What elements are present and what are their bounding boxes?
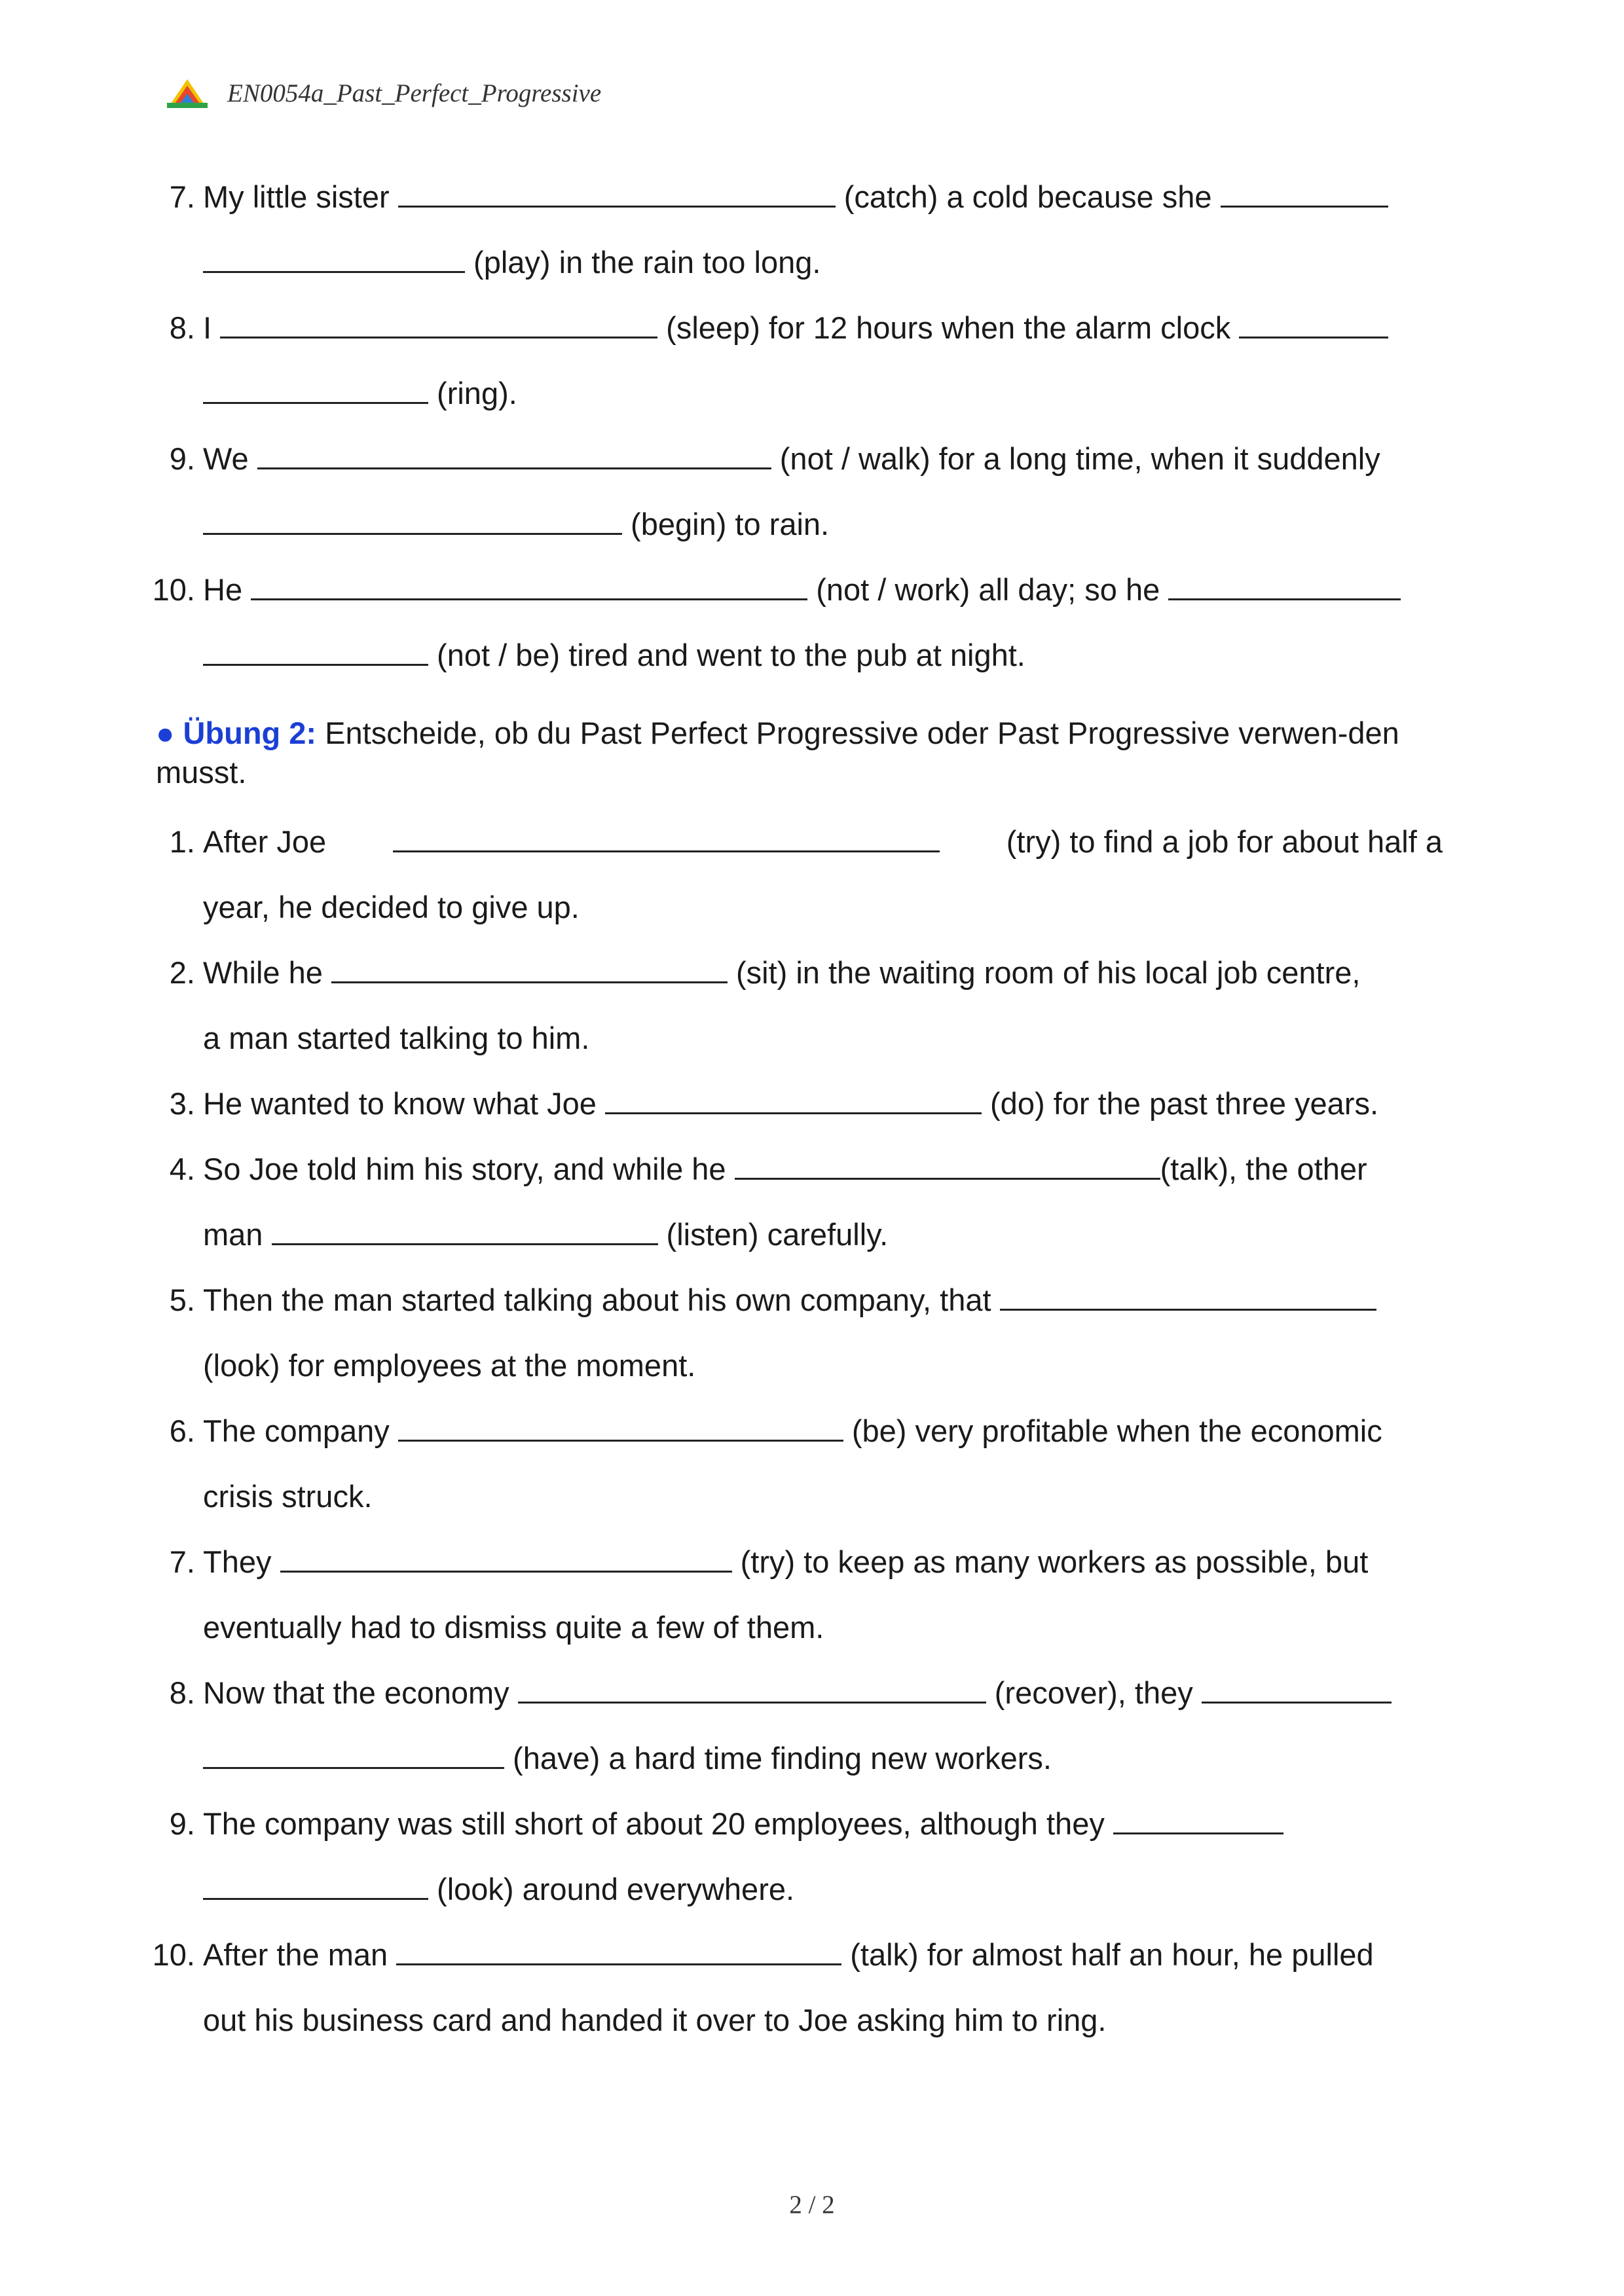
item-number: 3. [169, 1086, 195, 1121]
page-header [167, 73, 601, 113]
answer-blank[interactable] [203, 376, 428, 404]
logo-icon [167, 77, 208, 109]
sentence-text: The company was still short of about 20 employees, although they [203, 1806, 1113, 1841]
answer-blank[interactable] [735, 1152, 1160, 1180]
sentence-text: So Joe told him his story, and while he [203, 1152, 735, 1186]
sentence-text: He wanted to know what Joe [203, 1086, 605, 1121]
answer-blank[interactable] [257, 441, 771, 469]
item-number: 10. [152, 572, 195, 607]
item-number: 10. [152, 1937, 195, 1972]
sentence-text: After Joe [203, 824, 335, 859]
exercise-2-item-7-line-2 [0, 1594, 1624, 1660]
sentence-text: (do) for the past three years. [981, 1086, 1379, 1121]
answer-blank[interactable] [220, 310, 657, 338]
answer-blank[interactable] [393, 824, 940, 852]
item-number: 7. [169, 1544, 195, 1579]
sentence-text: (not / be) tired and went to the pub at night. [428, 638, 1025, 672]
exercise-2-item-2-line-2 [0, 1005, 1624, 1071]
item-number: 9. [169, 441, 195, 476]
exercise-2-item-9-line-2 [0, 1856, 1624, 1922]
item-number: 8. [169, 1675, 195, 1710]
sentence-text: (talk) for almost half an hour, he pulled [841, 1937, 1374, 1972]
exercise-2-item-5-line-2 [0, 1332, 1624, 1398]
sentence-text: crisis struck. [203, 1479, 373, 1514]
item-number: 1. [169, 824, 195, 859]
bullet-icon: ● [156, 716, 175, 750]
sentence-text: Now that the economy [203, 1675, 518, 1710]
page-number: 2 / 2 [789, 2191, 835, 2219]
sentence-text: (try) to find a job for about half a [997, 824, 1443, 859]
answer-blank[interactable] [203, 1872, 428, 1900]
sentence-text: year, he decided to give up. [203, 890, 580, 924]
item-number: 9. [169, 1806, 195, 1841]
answer-blank[interactable] [1113, 1806, 1283, 1834]
exercise-1-item-8-line-2 [0, 360, 1624, 426]
answer-blank[interactable] [1000, 1283, 1376, 1311]
sentence-text: (listen) carefully. [657, 1217, 889, 1252]
exercise-2-item-1-line-2 [0, 874, 1624, 940]
sentence-text: man [203, 1217, 272, 1252]
sentence-text: (have) a hard time finding new workers. [504, 1741, 1052, 1776]
answer-blank[interactable] [331, 955, 728, 983]
exercise-2-item-2-line-1 [0, 939, 1624, 1006]
exercise-2-item-8-line-1 [0, 1660, 1624, 1726]
sentence-text: After the man [203, 1937, 397, 1972]
answer-blank[interactable] [1239, 310, 1388, 338]
item-number: 4. [169, 1152, 195, 1186]
exercise-1-item-8-line-1 [0, 295, 1624, 361]
sentence-text: (begin) to rain. [622, 507, 830, 541]
sentence-text: out his business card and handed it over to Joe asking him to ring. [203, 2003, 1107, 2037]
sentence-text: While he [203, 955, 331, 990]
item-number: 2. [169, 955, 195, 990]
sentence-text: The company [203, 1413, 398, 1448]
exercise-2-heading [156, 714, 1443, 792]
answer-blank[interactable] [203, 245, 465, 273]
item-number: 6. [169, 1413, 195, 1448]
exercise-2-item-9-line-1 [0, 1791, 1624, 1857]
answer-blank[interactable] [203, 1741, 504, 1769]
exercise-2-item-7-line-1 [0, 1529, 1624, 1595]
exercise-1-item-10-line-1 [0, 556, 1624, 623]
sentence-text: We [203, 441, 257, 476]
answer-blank[interactable] [251, 572, 807, 600]
answer-blank[interactable] [396, 1937, 841, 1965]
answer-blank[interactable] [1202, 1675, 1392, 1704]
answer-blank[interactable] [518, 1675, 986, 1704]
sentence-text: eventually had to dismiss quite a few of them. [203, 1610, 824, 1645]
sentence-text: (recover), they [986, 1675, 1202, 1710]
document-id: EN0054a_Past_Perfect_Progressive [227, 79, 602, 107]
sentence-text: He [203, 572, 251, 607]
sentence-text: (not / walk) for a long time, when it suddenly [771, 441, 1380, 476]
answer-blank[interactable] [1221, 179, 1388, 208]
sentence-text: (sleep) for 12 hours when the alarm clock [657, 310, 1240, 345]
item-number: 7. [169, 179, 195, 214]
sentence-text: (not / work) all day; so he [807, 572, 1169, 607]
exercise-2-item-3-line-1 [0, 1070, 1624, 1137]
answer-blank[interactable] [605, 1086, 982, 1114]
sentence-text: Then the man started talking about his own company, that [203, 1283, 1000, 1317]
exercise-2-item-6-line-1 [0, 1398, 1624, 1464]
sentence-text: (look) around everywhere. [428, 1872, 795, 1906]
exercise-2-item-6-line-2 [0, 1463, 1624, 1529]
answer-blank[interactable] [1168, 572, 1401, 600]
sentence-text: I [203, 310, 221, 345]
answer-blank[interactable] [203, 638, 428, 666]
exercise-2-item-4-line-1 [0, 1136, 1624, 1202]
answer-blank[interactable] [203, 507, 622, 535]
exercise-2-item-10-line-1 [0, 1922, 1624, 1988]
sentence-text: (talk), the other [1160, 1152, 1367, 1186]
sentence-text: (catch) a cold because she [835, 179, 1221, 214]
exercise-2-item-8-line-2 [0, 1725, 1624, 1791]
exercise-2-item-10-line-2 [0, 1987, 1624, 2053]
exercise-2-item-1-line-1 [0, 809, 1624, 875]
item-number: 5. [169, 1283, 195, 1317]
exercise-1-item-7-line-2 [0, 229, 1624, 295]
sentence-text: My little sister [203, 179, 398, 214]
sentence-text: (play) in the rain too long. [465, 245, 821, 280]
sentence-text: (be) very profitable when the economic [843, 1413, 1382, 1448]
answer-blank[interactable] [280, 1544, 732, 1573]
sentence-text: They [203, 1544, 280, 1579]
sentence-text: (sit) in the waiting room of his local job centre, [727, 955, 1361, 990]
exercise-2-label: Übung 2: [183, 716, 317, 750]
sentence-text: (look) for employees at the moment. [203, 1348, 696, 1383]
exercise-1-item-10-line-2 [0, 622, 1624, 688]
answer-blank[interactable] [398, 1413, 843, 1442]
exercise-2-item-5-line-1 [0, 1267, 1624, 1333]
answer-blank[interactable] [398, 179, 836, 208]
sentence-text: a man started talking to him. [203, 1021, 590, 1055]
exercise-2-item-4-line-2 [0, 1201, 1624, 1267]
item-number: 8. [169, 310, 195, 345]
sentence-text: (ring). [428, 376, 517, 410]
sentence-text: (try) to keep as many workers as possible, but [731, 1544, 1369, 1579]
exercise-1-item-7-line-1 [0, 164, 1624, 230]
answer-blank[interactable] [272, 1217, 658, 1245]
exercise-1-item-9-line-1 [0, 426, 1624, 492]
exercise-1-item-9-line-2 [0, 491, 1624, 557]
exercise-2-instruction: Entscheide, ob du Past Perfect Progressive oder Past Progressive verwen-den musst. [156, 716, 1399, 790]
